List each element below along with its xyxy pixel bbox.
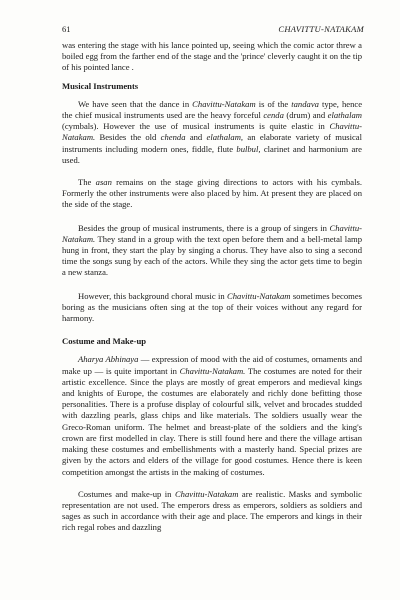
section-heading-musical-instruments: Musical Instruments (62, 80, 139, 91)
paragraph-dance-instruments: We have seen that the dance in Chavittu-Natakam is of the tandava type, hence the chief musical instruments used are the heavy forceful cenda (drum) and elathalam (cymbals). However the use of musical instruments is quite elastic in Chavittu-Natakam. Besides the old chenda and elathalam, an elaborate variety of musical instruments including modern ones, fiddle, flute bulbul, clarinet and harmonium are used. (62, 98, 363, 165)
running-header (62, 24, 364, 36)
paragraph-singers: Besides the group of musical instruments, there is a group of singers in Chavittu-Natakam. They stand in a group with the text open before them and a bell-metal lamp hung in front, they start the play by singing a chorus. They have also to sing a second time the songs sung by each of the actors. While they sing the actor gets time to begin a new stanza. (62, 222, 362, 278)
body-text (62, 40, 362, 534)
page-number: 61 (62, 24, 71, 34)
running-title: CHAVITTU-NATAKAM (278, 24, 364, 34)
paragraph-continued: was entering the stage with his lance pointed up, seeing which the comic actor threw a boiled egg from the farther end of the stage and the 'prince' cleverly caught it on the tip of his pointed lance . (62, 40, 362, 73)
section-heading-costume-makeup: Costume and Make-up (62, 336, 147, 347)
paragraph-choral-music: However, this background choral music in Chavittu-Natakam sometimes becomes boring as the musicians often sing at the top of their voices without any regard for harmony. (62, 290, 362, 324)
paragraph-aharya-abhinaya: Aharya Abhinaya — expression of mood with the aid of costumes, ornaments and make up — is quite important in Chavittu-Natakam. The costumes are noted for their artistic excellence. Since the plays are mostly of great emperors and medieval kings and knights of Europe, the costumes are elaborately and richly done befitting those personalities. There is a profuse display of colourful silk, velvet and brocades studded with dazzling pearls, glass chips and like materials. The soldiers usually wear the Greco-Roman uniform. The helmet and breast-plate of the soldiers and the king's crown are first modelled in clay. There is still found here and there the village artisan making these costumes and embellishments with a masterly hand. Special prizes are given by the actors and elders of the village for good costumes. Hence there is keen competition amongst the artists in the making of costumes. (62, 354, 362, 477)
paragraph-asan: The asan remains on the stage giving directions to actors with his cymbals. Formerly the other instruments were also placed by him. At present they are placed on the side of the stage. (62, 177, 362, 210)
paragraph-realistic-costumes: Costumes and make-up in Chavittu-Natakam are realistic. Masks and symbolic representation are not used. The emperors dress as emperors, soldiers as soldiers and sages as such in accordance with their age and place. The emperors and kings in their rich regal robes and dazzling (62, 488, 362, 533)
